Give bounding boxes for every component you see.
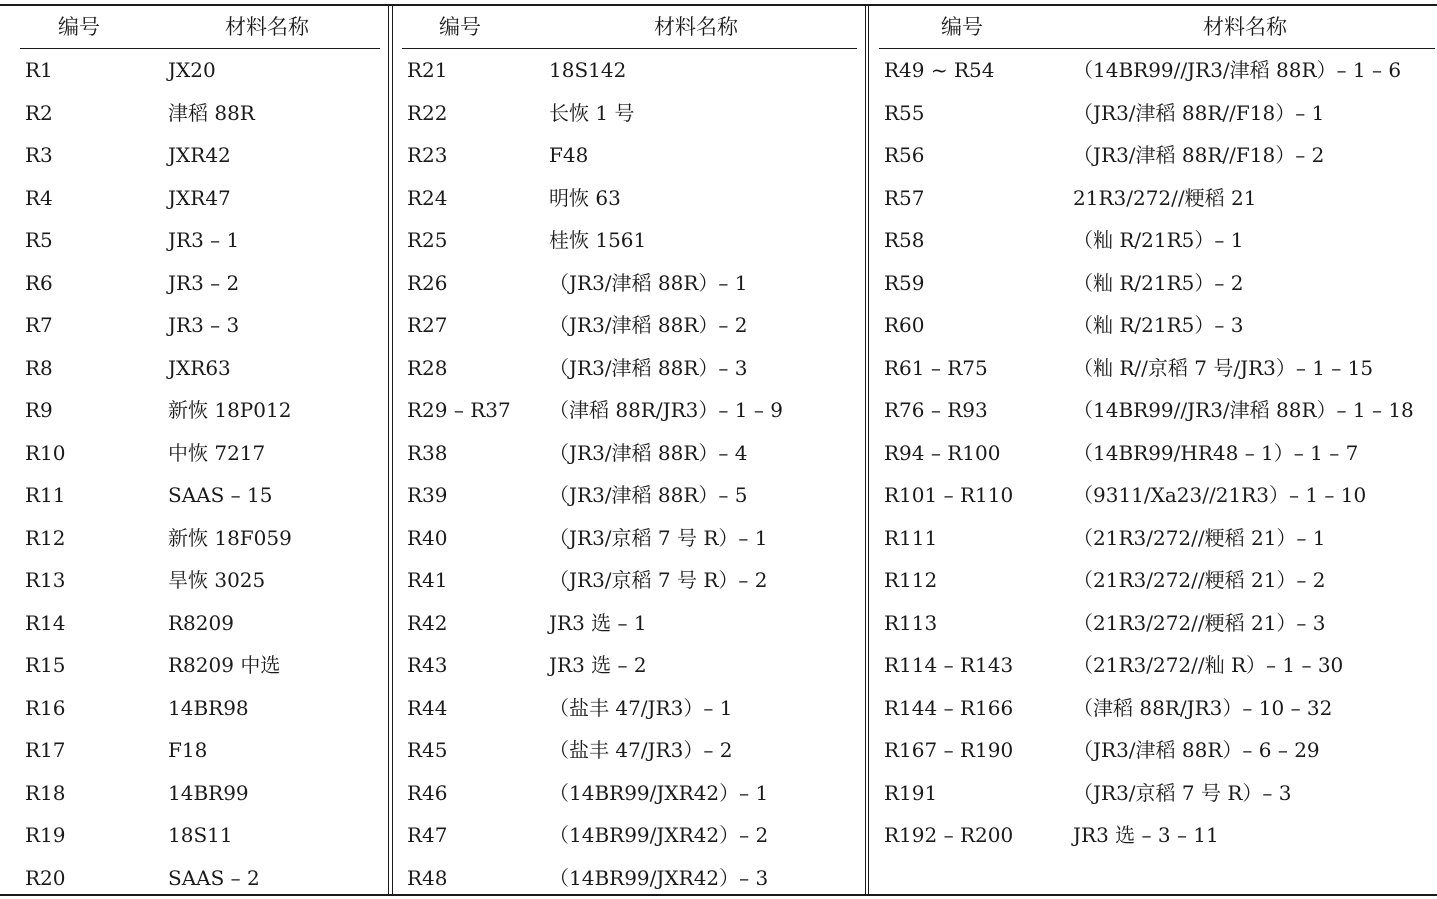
cell-code: R111 <box>884 517 937 560</box>
table-row <box>869 517 1437 560</box>
table-row <box>869 389 1437 432</box>
cell-material-name: （籼 R//京稻 7 号/JR3）– 1 – 15 <box>1073 347 1373 390</box>
cell-code: R55 <box>884 92 925 135</box>
cell-code: R27 <box>407 304 448 347</box>
cell-material-name: （JR3/津稻 88R//F18）– 2 <box>1073 134 1324 177</box>
cell-material-name: 中恢 7217 <box>168 432 265 475</box>
table-row <box>0 772 388 815</box>
cell-material-name: 津稻 88R <box>168 92 255 135</box>
table-row <box>869 602 1437 645</box>
cell-material-name: （JR3/京稻 7 号 R）– 2 <box>549 559 767 602</box>
table-row <box>0 92 388 135</box>
cell-code: R113 <box>884 602 937 645</box>
cell-material-name: （籼 R/21R5）– 2 <box>1073 262 1243 305</box>
table-row <box>392 772 865 815</box>
cell-material-name: （JR3/津稻 88R）– 6 – 29 <box>1073 729 1320 772</box>
cell-material-name: JXR63 <box>168 347 231 390</box>
table-row <box>0 857 388 899</box>
cell-code: R58 <box>884 219 925 262</box>
cell-code: R11 <box>25 474 66 517</box>
cell-code: R144 – R166 <box>884 687 1013 730</box>
panel-rows <box>0 49 388 894</box>
cell-code: R44 <box>407 687 448 730</box>
cell-material-name: （JR3/津稻 88R//F18）– 1 <box>1073 92 1324 135</box>
cell-material-name: JR3 – 2 <box>168 262 239 305</box>
cell-code: R8 <box>25 347 53 390</box>
cell-code: R167 – R190 <box>884 729 1013 772</box>
cell-material-name: JR3 选 – 3 – 11 <box>1073 814 1219 857</box>
cell-code: R20 <box>25 857 66 899</box>
table-row <box>869 644 1437 687</box>
cell-code: R43 <box>407 644 448 687</box>
table-row <box>392 644 865 687</box>
cell-code: R19 <box>25 814 66 857</box>
cell-material-name: 14BR98 <box>168 687 249 730</box>
table-row <box>392 262 865 305</box>
cell-code: R192 – R200 <box>884 814 1013 857</box>
table-row <box>0 347 388 390</box>
cell-material-name: （14BR99/JXR42）– 2 <box>549 814 768 857</box>
cell-code: R13 <box>25 559 66 602</box>
cell-material-name: （籼 R/21R5）– 1 <box>1073 219 1243 262</box>
cell-code: R47 <box>407 814 448 857</box>
cell-material-name: （9311/Xa23//21R3）– 1 – 10 <box>1073 474 1366 517</box>
cell-code: R12 <box>25 517 66 560</box>
table-row <box>869 304 1437 347</box>
cell-material-name: （籼 R/21R5）– 3 <box>1073 304 1243 347</box>
cell-code: R46 <box>407 772 448 815</box>
cell-code: R9 <box>25 389 53 432</box>
cell-material-name: （津稻 88R/JR3）– 1 – 9 <box>549 389 783 432</box>
cell-material-name: SAAS – 15 <box>168 474 272 517</box>
table-row <box>869 729 1437 772</box>
cell-material-name: 新恢 18P012 <box>168 389 291 432</box>
table-panel-2 <box>392 6 865 894</box>
table-row <box>0 687 388 730</box>
table-row <box>392 219 865 262</box>
cell-code: R22 <box>407 92 448 135</box>
cell-code: R5 <box>25 219 53 262</box>
table-row <box>0 134 388 177</box>
table-row <box>392 177 865 220</box>
table-row <box>869 219 1437 262</box>
cell-code: R3 <box>25 134 53 177</box>
cell-code: R16 <box>25 687 66 730</box>
cell-code: R21 <box>407 49 448 92</box>
cell-code: R48 <box>407 857 448 899</box>
table-panel-3 <box>869 6 1437 894</box>
cell-code: R191 <box>884 772 937 815</box>
cell-material-name: （津稻 88R/JR3）– 10 – 32 <box>1073 687 1332 730</box>
table-row <box>392 92 865 135</box>
cell-code: R15 <box>25 644 66 687</box>
table-row <box>869 49 1437 92</box>
header-code: 编号 <box>58 6 100 48</box>
table-row <box>392 857 865 899</box>
table-row <box>0 389 388 432</box>
table-row <box>0 304 388 347</box>
cell-code: R40 <box>407 517 448 560</box>
table-row <box>392 814 865 857</box>
cell-code: R25 <box>407 219 448 262</box>
header-name: 材料名称 <box>654 6 738 48</box>
cell-code: R56 <box>884 134 925 177</box>
table-row <box>392 517 865 560</box>
cell-material-name: 14BR99 <box>168 772 249 815</box>
table-row <box>0 602 388 645</box>
cell-code: R6 <box>25 262 53 305</box>
cell-material-name: F18 <box>168 729 207 772</box>
table-row <box>869 687 1437 730</box>
cell-code: R2 <box>25 92 53 135</box>
table-row <box>0 517 388 560</box>
cell-material-name: 新恢 18F059 <box>168 517 292 560</box>
cell-material-name: （盐丰 47/JR3）– 2 <box>549 729 732 772</box>
table-row <box>392 134 865 177</box>
cell-material-name: JXR47 <box>168 177 231 220</box>
cell-material-name: F48 <box>549 134 588 177</box>
cell-code: R45 <box>407 729 448 772</box>
cell-material-name: 明恢 63 <box>549 177 621 220</box>
table-row <box>0 644 388 687</box>
materials-table <box>0 4 1437 896</box>
cell-material-name: （14BR99//JR3/津稻 88R）– 1 – 6 <box>1073 49 1401 92</box>
cell-code: R61 – R75 <box>884 347 988 390</box>
table-row <box>869 814 1437 857</box>
table-row <box>869 559 1437 602</box>
cell-material-name: R8209 <box>168 602 234 645</box>
table-row <box>392 347 865 390</box>
cell-code: R57 <box>884 177 925 220</box>
cell-material-name: JR3 选 – 1 <box>549 602 647 645</box>
cell-code: R49 ~ R54 <box>884 49 995 92</box>
panel-rows <box>869 49 1437 894</box>
table-row <box>0 49 388 92</box>
table-row <box>392 602 865 645</box>
table-row <box>392 687 865 730</box>
cell-code: R26 <box>407 262 448 305</box>
cell-code: R94 – R100 <box>884 432 1000 475</box>
header-name: 材料名称 <box>1203 6 1287 48</box>
cell-material-name: （JR3/津稻 88R）– 1 <box>549 262 748 305</box>
cell-material-name: 18S142 <box>549 49 626 92</box>
table-row <box>0 432 388 475</box>
cell-code: R23 <box>407 134 448 177</box>
table-row <box>392 559 865 602</box>
table-row <box>869 347 1437 390</box>
cell-material-name: 18S11 <box>168 814 233 857</box>
table-row <box>392 729 865 772</box>
cell-code: R1 <box>25 49 53 92</box>
table-row <box>0 219 388 262</box>
cell-code: R60 <box>884 304 925 347</box>
table-row <box>0 559 388 602</box>
cell-material-name: （JR3/京稻 7 号 R）– 1 <box>549 517 767 560</box>
cell-code: R14 <box>25 602 66 645</box>
table-row <box>392 49 865 92</box>
cell-code: R42 <box>407 602 448 645</box>
table-row <box>392 304 865 347</box>
cell-material-name: （14BR99/JXR42）– 1 <box>549 772 768 815</box>
cell-material-name: 21R3/272//粳稻 21 <box>1073 177 1256 220</box>
table-row <box>869 432 1437 475</box>
cell-code: R18 <box>25 772 66 815</box>
cell-material-name: JXR42 <box>168 134 231 177</box>
cell-code: R28 <box>407 347 448 390</box>
cell-code: R29 – R37 <box>407 389 511 432</box>
table-row <box>869 772 1437 815</box>
header-name: 材料名称 <box>225 6 309 48</box>
table-row <box>869 262 1437 305</box>
cell-material-name: （JR3/津稻 88R）– 5 <box>549 474 748 517</box>
cell-material-name: 长恢 1 号 <box>549 92 634 135</box>
cell-material-name: R8209 中选 <box>168 644 280 687</box>
table-row <box>0 729 388 772</box>
cell-material-name: （14BR99/HR48 – 1）– 1 – 7 <box>1073 432 1358 475</box>
cell-code: R7 <box>25 304 53 347</box>
cell-material-name: SAAS – 2 <box>168 857 260 899</box>
cell-material-name: （21R3/272//粳稻 21）– 1 <box>1073 517 1326 560</box>
cell-material-name: JX20 <box>168 49 216 92</box>
panel-rows <box>392 49 865 894</box>
table-row <box>0 474 388 517</box>
cell-material-name: 旱恢 3025 <box>168 559 265 602</box>
cell-material-name: （JR3/津稻 88R）– 4 <box>549 432 748 475</box>
cell-material-name: （21R3/272//粳稻 21）– 3 <box>1073 602 1326 645</box>
cell-code: R59 <box>884 262 925 305</box>
table-row <box>869 177 1437 220</box>
cell-material-name: （21R3/272//籼 R）– 1 – 30 <box>1073 644 1343 687</box>
header-code: 编号 <box>439 6 481 48</box>
cell-code: R112 <box>884 559 937 602</box>
table-row <box>869 474 1437 517</box>
cell-material-name: JR3 选 – 2 <box>549 644 647 687</box>
cell-material-name: （14BR99/JXR42）– 3 <box>549 857 768 899</box>
cell-material-name: JR3 – 3 <box>168 304 239 347</box>
cell-material-name: （JR3/京稻 7 号 R）– 3 <box>1073 772 1291 815</box>
table-row <box>392 389 865 432</box>
cell-code: R4 <box>25 177 53 220</box>
cell-code: R10 <box>25 432 66 475</box>
cell-material-name: （21R3/272//粳稻 21）– 2 <box>1073 559 1326 602</box>
cell-code: R17 <box>25 729 66 772</box>
cell-code: R38 <box>407 432 448 475</box>
cell-material-name: （JR3/津稻 88R）– 2 <box>549 304 748 347</box>
table-panel-1 <box>0 6 388 894</box>
cell-code: R76 – R93 <box>884 389 988 432</box>
cell-code: R101 – R110 <box>884 474 1013 517</box>
table-row <box>392 432 865 475</box>
cell-code: R114 – R143 <box>884 644 1013 687</box>
table-row <box>0 177 388 220</box>
table-row <box>392 474 865 517</box>
cell-code: R24 <box>407 177 448 220</box>
cell-material-name: （14BR99//JR3/津稻 88R）– 1 – 18 <box>1073 389 1414 432</box>
cell-material-name: （盐丰 47/JR3）– 1 <box>549 687 732 730</box>
cell-code: R41 <box>407 559 448 602</box>
column-separator <box>388 6 389 894</box>
table-row <box>0 262 388 305</box>
table-row <box>869 92 1437 135</box>
table-row <box>869 134 1437 177</box>
cell-material-name: JR3 – 1 <box>168 219 239 262</box>
table-row <box>0 814 388 857</box>
header-code: 编号 <box>941 6 983 48</box>
column-separator <box>865 6 866 894</box>
cell-material-name: （JR3/津稻 88R）– 3 <box>549 347 748 390</box>
cell-material-name: 桂恢 1561 <box>549 219 646 262</box>
cell-code: R39 <box>407 474 448 517</box>
